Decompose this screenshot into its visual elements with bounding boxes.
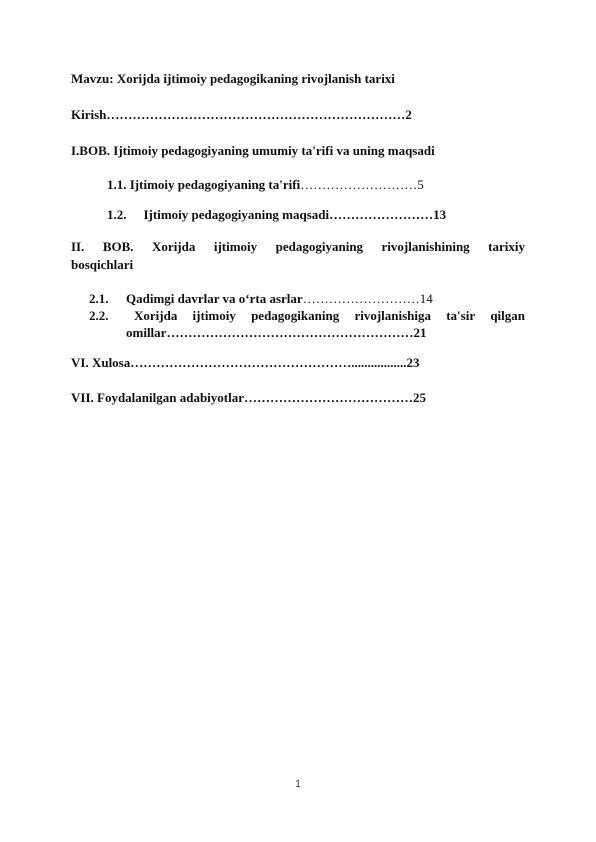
toc-page: 2 [405,107,412,122]
toc-dots: ……………………… [300,177,418,192]
toc-page: 21 [413,325,427,340]
toc-label: 1.1. Ijtimoiy pedagogiyaning ta'rifi [107,177,301,192]
toc-entry-kirish [71,107,412,123]
toc-word: II. [71,239,85,254]
toc-dots: …………………………………………………………… [106,107,406,122]
toc-word: ijtimoiy [192,308,236,323]
toc-word: Xorijda [134,308,178,323]
document-title: Mavzu: Xorijda ijtimoiy pedagogikaning rivojlanish tarixi [71,71,395,86]
toc-word: rivojlanishiga [354,308,432,323]
toc-page: 14 [419,291,433,306]
toc-entry-1-1 [107,177,424,193]
toc-word: ta'sir [446,308,476,323]
toc-word: qilgan [490,308,525,323]
toc-dots: ……………………………………………................. [130,355,407,370]
toc-number: 2.1. [89,291,109,306]
toc-page: 13 [433,207,447,222]
toc-entry-2-2-line1 [134,308,525,324]
toc-number: 1.2. [107,207,127,222]
toc-dots: ……………………… [302,291,420,306]
toc-word: rivojlanishining [381,239,470,254]
page-number: 1 [295,779,301,790]
toc-page: 25 [413,390,427,405]
toc-chapter-1: I.BOB. Ijtimoiy pedagogiyaning umumiy ta'rifi va uning maqsadi [71,143,435,158]
toc-label: VII. Foydalanilgan adabiyotlar [71,390,245,405]
toc-entry-1-2 [107,207,446,223]
toc-word: Xorijda [152,239,196,254]
toc-entry-2-2-line2 [126,325,426,341]
toc-word: pedagogikaning [251,308,340,323]
toc-dots: ………………………………… [244,390,414,405]
toc-dots: ………………………………………………… [166,325,414,340]
toc-chapter-2-line2: bosqichlari [71,257,134,272]
toc-word: tarixiy [488,239,525,254]
toc-page: 5 [417,177,424,192]
toc-word: BOB. [102,239,134,254]
toc-entry-2-1 [126,291,433,307]
toc-label: Ijtimoiy pedagogiyaning maqsadi [143,207,330,222]
toc-entry-adabiyotlar [71,390,426,406]
toc-entry-xulosa [71,355,420,371]
toc-label: Kirish [71,107,107,122]
toc-page: 23 [406,355,420,370]
toc-word: ijtimoiy [213,239,258,254]
toc-label: omillar [126,325,167,340]
toc-label: VI. Xulosa [71,355,131,370]
toc-dots: …………………… [329,207,434,222]
toc-label: Qadimgi davrlar va o‘rta asrlar [126,291,303,306]
toc-number: 2.2. [89,308,109,323]
toc-word: pedagogiyaning [275,239,364,254]
toc-chapter-2-line1 [71,239,525,255]
